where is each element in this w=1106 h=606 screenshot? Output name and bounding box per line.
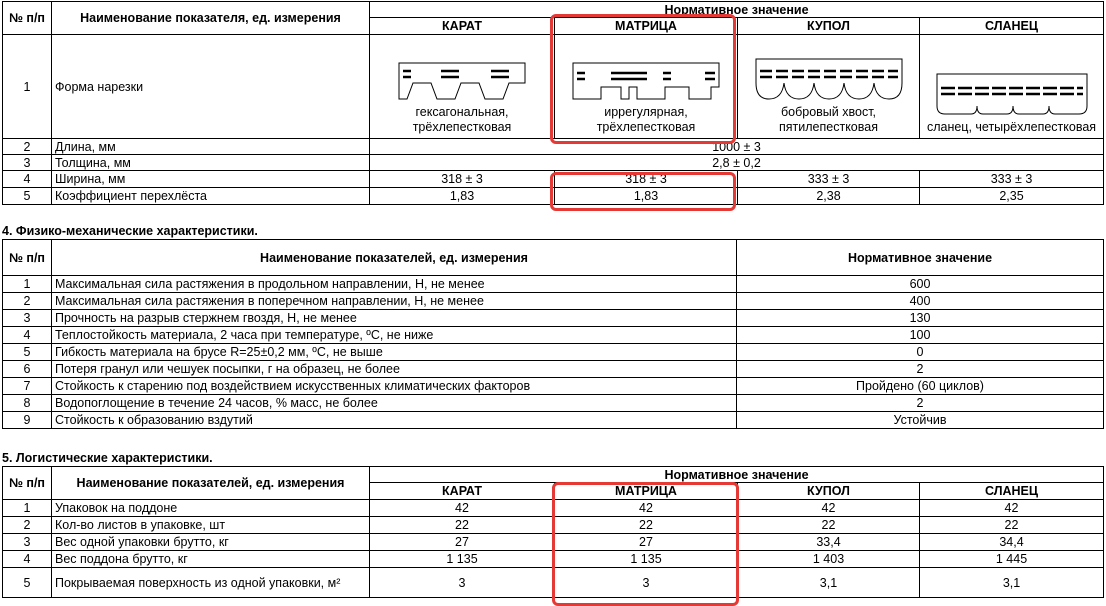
row-num: 5 xyxy=(3,568,52,598)
row-num: 9 xyxy=(3,412,52,429)
value-cell: 0 xyxy=(737,344,1104,361)
section-4-title: 4. Физико-механические характеристики. xyxy=(2,224,258,238)
irregular-shingle-icon xyxy=(571,61,721,105)
logistics-table xyxy=(2,466,1104,598)
shape-caption-karat: гексагональная, трёхлепестковая xyxy=(412,105,512,134)
row-num: 4 xyxy=(3,551,52,568)
product-kupol: КУПОЛ xyxy=(738,483,920,500)
value-cell: 1 135 xyxy=(555,551,738,568)
value-cell: 42 xyxy=(370,500,555,517)
value-cell: 42 xyxy=(920,500,1104,517)
value-cell: 130 xyxy=(737,310,1104,327)
num-header: № п/п xyxy=(3,467,52,500)
row-name: Максимальная сила растяжения в продольном направлении, Н, не менее xyxy=(52,276,737,293)
product-karat: КАРАТ xyxy=(370,483,555,500)
value-cell: 3,1 xyxy=(920,568,1104,598)
row-num: 4 xyxy=(3,327,52,344)
row-num: 1 xyxy=(3,276,52,293)
row-name: Упаковок на поддоне xyxy=(52,500,370,517)
value-cell: 34,4 xyxy=(920,534,1104,551)
norm-header: Нормативное значение xyxy=(370,2,1104,18)
table-row xyxy=(3,188,1104,205)
row-num: 2 xyxy=(3,139,52,155)
shape-cell-karat xyxy=(370,35,555,139)
value-cell: Пройдено (60 циклов) xyxy=(737,378,1104,395)
table-row xyxy=(3,139,1104,155)
row-name: Вес одной упаковки брутто, кг xyxy=(52,534,370,551)
product-karat: КАРАТ xyxy=(370,18,555,35)
name-header: Наименование показателей, ед. измерения xyxy=(52,240,737,276)
value-cell: 2 xyxy=(737,361,1104,378)
norm-header: Нормативное значение xyxy=(370,467,1104,483)
row-name: Прочность на разрыв стержнем гвоздя, Н, не менее xyxy=(52,310,737,327)
value-cell: 27 xyxy=(370,534,555,551)
table-row xyxy=(3,395,1104,412)
row-name: Потеря гранул или чешуек посыпки, г на образец, не более xyxy=(52,361,737,378)
value-cell: 2,35 xyxy=(920,188,1104,205)
value-cell: 1 403 xyxy=(738,551,920,568)
shape-cell-matrica xyxy=(555,35,738,139)
value-cell: 3 xyxy=(370,568,555,598)
table-row xyxy=(3,344,1104,361)
hexagonal-shingle-icon xyxy=(397,61,527,105)
row-num: 1 xyxy=(3,500,52,517)
row-num: 7 xyxy=(3,378,52,395)
row-num: 2 xyxy=(3,293,52,310)
table-row xyxy=(3,534,1104,551)
row-num: 3 xyxy=(3,534,52,551)
value-cell: 100 xyxy=(737,327,1104,344)
product-slanec: СЛАНЕЦ xyxy=(920,18,1104,35)
table-row xyxy=(3,551,1104,568)
value-cell: 22 xyxy=(555,517,738,534)
shape-cell-kupol xyxy=(738,35,920,139)
table-row xyxy=(3,155,1104,171)
row-num: 2 xyxy=(3,517,52,534)
table-row xyxy=(3,293,1104,310)
value-cell: 400 xyxy=(737,293,1104,310)
product-kupol: КУПОЛ xyxy=(738,18,920,35)
beaver-tail-shingle-icon xyxy=(754,57,904,105)
section-5-title: 5. Логистические характеристики. xyxy=(2,451,213,465)
table-row xyxy=(3,378,1104,395)
norm-header: Нормативное значение xyxy=(737,240,1104,276)
value-cell: 333 ± 3 xyxy=(920,171,1104,188)
row-name: Ширина, мм xyxy=(52,171,370,188)
row-num: 3 xyxy=(3,310,52,327)
table-row xyxy=(3,500,1104,517)
table-row xyxy=(3,517,1104,534)
shape-caption-matrica: иррегулярная, трёхлепестковая xyxy=(596,105,696,134)
row-num: 1 xyxy=(3,35,52,139)
value-cell: 3,1 xyxy=(738,568,920,598)
product-slanec: СЛАНЕЦ xyxy=(920,483,1104,500)
table-row xyxy=(3,327,1104,344)
value-cell: 1,83 xyxy=(555,188,738,205)
table-row xyxy=(3,276,1104,293)
value-cell: Устойчив xyxy=(737,412,1104,429)
row-name: Кол-во листов в упаковке, шт xyxy=(52,517,370,534)
product-matrica: МАТРИЦА xyxy=(555,483,738,500)
value-cell: 3 xyxy=(555,568,738,598)
name-header: Наименование показателей, ед. измерения xyxy=(52,467,370,500)
row-name: Длина, мм xyxy=(52,139,370,155)
row-name: Стойкость к старению под воздействием искусственных климатических факторов xyxy=(52,378,737,395)
row-num: 3 xyxy=(3,155,52,171)
value-cell: 2 xyxy=(737,395,1104,412)
value-cell: 42 xyxy=(738,500,920,517)
row-name: Коэффициент перехлёста xyxy=(52,188,370,205)
row-num: 8 xyxy=(3,395,52,412)
value-cell: 27 xyxy=(555,534,738,551)
shingle-specs-table xyxy=(2,1,1104,205)
row-name: Водопоглощение в течение 24 часов, % масс, не более xyxy=(52,395,737,412)
row-num: 5 xyxy=(3,188,52,205)
value-cell: 600 xyxy=(737,276,1104,293)
merged-value: 2,8 ± 0,2 xyxy=(370,155,1104,171)
shape-cell-slanec xyxy=(920,35,1104,139)
row-name: Покрываемая поверхность из одной упаковки, м² xyxy=(52,568,370,598)
physical-mechanical-table xyxy=(2,239,1104,429)
shape-caption-slanec: сланец, четырёхлепестковая xyxy=(926,120,1097,134)
table-row xyxy=(3,171,1104,188)
slate-shingle-icon xyxy=(935,72,1089,120)
value-cell: 318 ± 3 xyxy=(370,171,555,188)
row-num: 6 xyxy=(3,361,52,378)
table-row xyxy=(3,35,1104,139)
value-cell: 22 xyxy=(920,517,1104,534)
product-matrica: МАТРИЦА xyxy=(555,18,738,35)
row-name: Теплостойкость материала, 2 часа при температуре, ºС, не ниже xyxy=(52,327,737,344)
value-cell: 1 135 xyxy=(370,551,555,568)
row-name: Вес поддона брутто, кг xyxy=(52,551,370,568)
row-name: Гибкость материала на брусе R=25±0,2 мм, ºС, не выше xyxy=(52,344,737,361)
name-header: Наименование показателя, ед. измерения xyxy=(52,2,370,35)
value-cell: 42 xyxy=(555,500,738,517)
row-name: Максимальная сила растяжения в поперечном направлении, Н, не менее xyxy=(52,293,737,310)
row-num: 5 xyxy=(3,344,52,361)
shape-caption-kupol: бобровый хвост, пятилепестковая xyxy=(779,105,878,134)
table-row xyxy=(3,361,1104,378)
value-cell: 333 ± 3 xyxy=(738,171,920,188)
row-name: Стойкость к образованию вздутий xyxy=(52,412,737,429)
table-row xyxy=(3,310,1104,327)
row-name: Форма нарезки xyxy=(52,35,370,139)
table-row xyxy=(3,568,1104,598)
table-row xyxy=(3,412,1104,429)
value-cell: 1,83 xyxy=(370,188,555,205)
merged-value: 1000 ± 3 xyxy=(370,139,1104,155)
num-header: № п/п xyxy=(3,240,52,276)
value-cell: 318 ± 3 xyxy=(555,171,738,188)
row-num: 4 xyxy=(3,171,52,188)
value-cell: 33,4 xyxy=(738,534,920,551)
value-cell: 1 445 xyxy=(920,551,1104,568)
num-header: № п/п xyxy=(3,2,52,35)
value-cell: 22 xyxy=(738,517,920,534)
value-cell: 22 xyxy=(370,517,555,534)
row-name: Толщина, мм xyxy=(52,155,370,171)
value-cell: 2,38 xyxy=(738,188,920,205)
